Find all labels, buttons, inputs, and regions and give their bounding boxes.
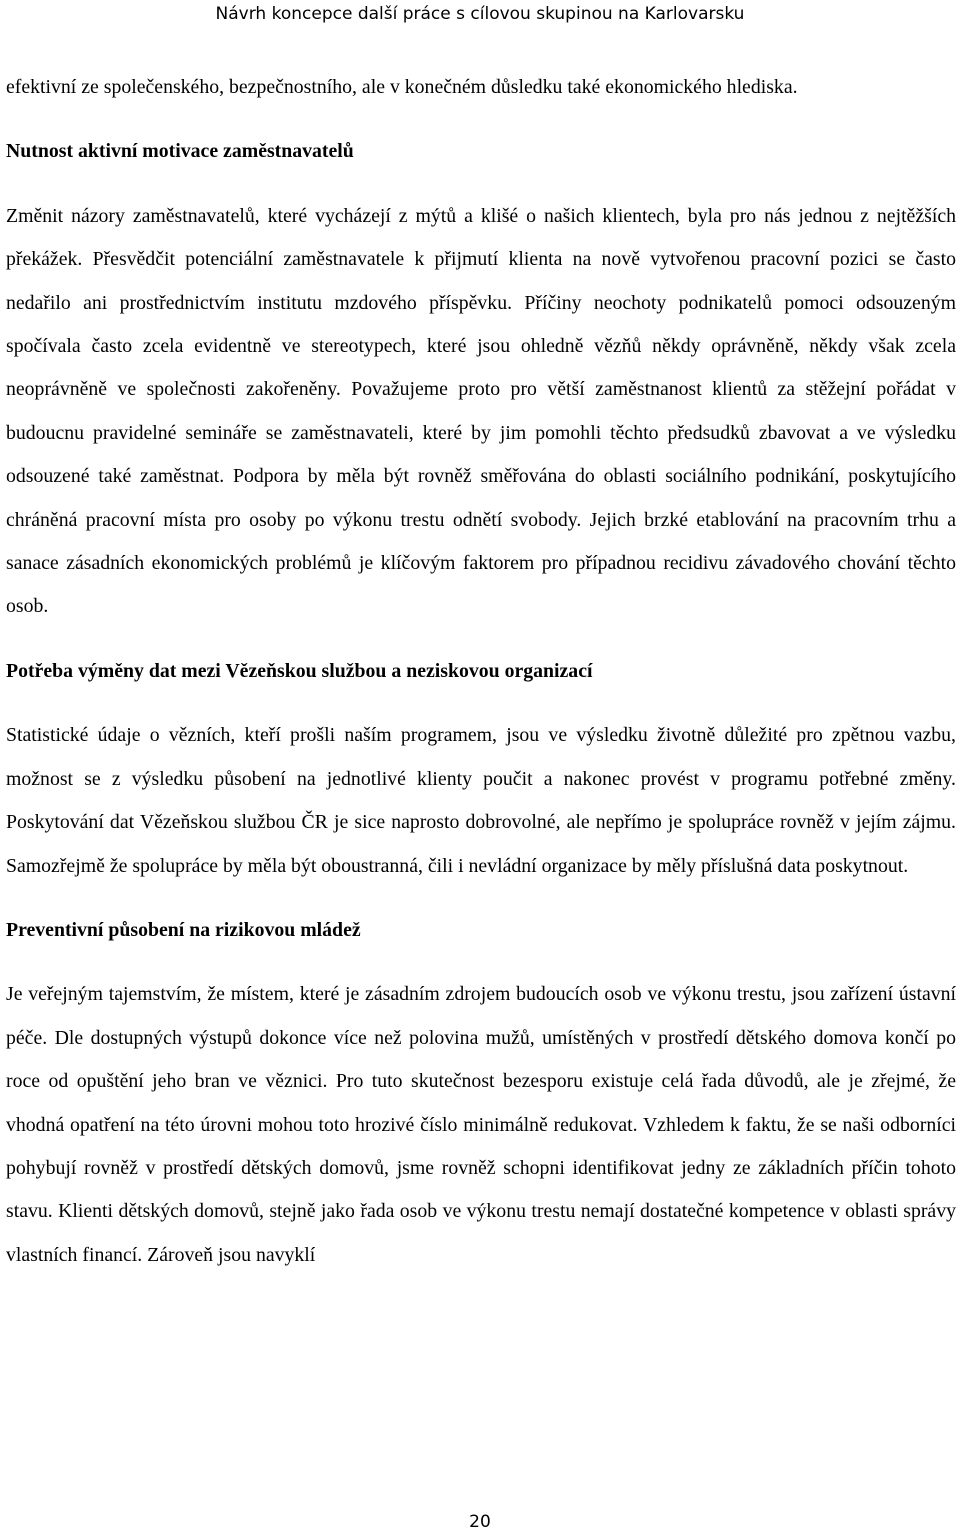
section-heading-youth-prevention: Preventivní působení na rizikovou mládež: [6, 918, 361, 941]
running-header: Návrh koncepce další práce s cílovou skupinou na Karlovarsku: [215, 4, 745, 24]
paragraph-data-exchange: Statistické údaje o vězních, kteří prošli naším programem, jsou ve výsledku životně důležité pro zpětnou vazbu, možnost se z výsledku působení na jednotlivé klienty poučit a nakonec provést v programu potřebné změny. Poskytování dat Vězeňskou službou ČR je sice naprosto dobrovolné, ale nepřímo je spolupráce rovněž v jejím zájmu. Samozřejmě že spolupráce by měla být oboustranná, čili i nevládní organizace by měly příslušná data poskytnout.: [6, 724, 956, 877]
section-heading-employer-motivation: Nutnost aktivní motivace zaměstnavatelů: [6, 140, 354, 163]
paragraph-continuation: efektivní ze společenského, bezpečnostního, ale v konečném důsledku také ekonomického hlediska.: [6, 76, 798, 98]
page-number: 20: [469, 1512, 491, 1532]
paragraph-employer-motivation: Změnit názory zaměstnavatelů, které vycházejí z mýtů a klišé o našich klientech, byla pro nás jednou z nejtěžších překážek. Přesvědčit potenciální zaměstnavatele k přijmutí klienta na nově vytvořenou pracovní pozici se často nedařilo ani prostřednictvím institutu mzdového příspěvku. Příčiny neochoty podnikatelů pomoci odsouzeným spočívala často zcela evidentně ve stereotypech, které jsou ohledně vězňů někdy oprávněně, někdy však zcela neoprávněně ve společnosti zakořeněny. Považujeme proto pro větší zaměstnanost klientů za stěžejní pořádat v budoucnu pravidelné semináře se zaměstnavateli, které by jim pomohli těchto předsudků zbavovat a ve výsledku odsouzené také zaměstnat. Podpora by měla být rovněž směřována do oblasti sociálního podnikání, poskytujícího chráněná pracovní místa pro osoby po výkonu trestu odnětí svobody. Jejich brzké etablování na pracovním trhu a sanace zásadních ekonomických problémů je klíčovým faktorem pro případnou recidivu závadového chování těchto osob.: [6, 204, 956, 618]
document-body: [6, 66, 956, 1277]
section-heading-data-exchange: Potřeba výměny dat mezi Vězeňskou službou a neziskovou organizací: [6, 659, 593, 682]
paragraph-youth-prevention: Je veřejným tajemstvím, že místem, které je zásadním zdrojem budoucích osob ve výkonu trestu, jsou zařízení ústavní péče. Dle dostupných výstupů dokonce více než polovina mužů, umístěných v prostředí dětského domova končí po roce od opuštění jeho bran ve věznici. Pro tuto skutečnost bezesporu existuje celá řada důvodů, ale je zřejmé, že vhodná opatření na této úrovni mohou toto hrozivé číslo minimálně redukovat. Vzhledem k faktu, že se naši odborníci pohybují rovněž v prostředí dětských domovů, jsme rovněž schopni identifikovat jedny ze základních příčin tohoto stavu. Klienti dětských domovů, stejně jako řada osob ve výkonu trestu nemají dostatečné kompetence v oblasti správy vlastních financí. Zároveň jsou navyklí: [6, 983, 956, 1266]
